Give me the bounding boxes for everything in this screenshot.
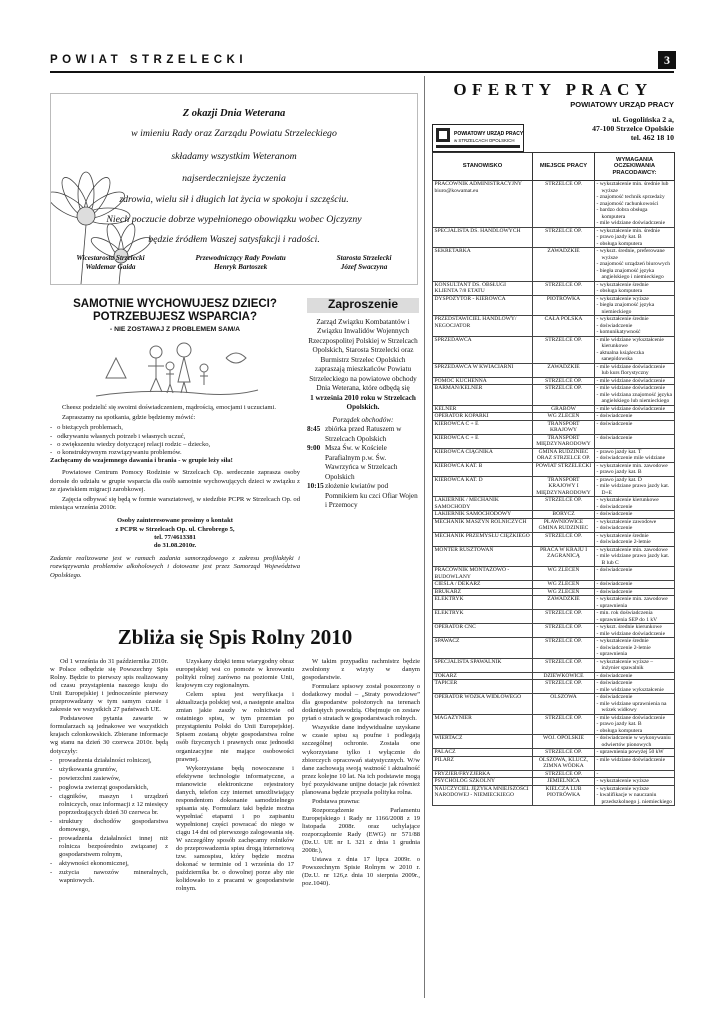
svg-text:POWIATOWY URZĄD PRACY: POWIATOWY URZĄD PRACY (454, 131, 524, 137)
requirement: - uprawnienia powyżej 50 kW (596, 749, 664, 755)
job-location: STRZELCE OP. (533, 658, 595, 672)
job-requirements (595, 227, 675, 248)
column-header: MIEJSCE PRACY (533, 153, 595, 181)
requirement: - wykształcenie średnie (596, 316, 649, 322)
job-offers-table (432, 152, 675, 806)
requirement: - doświadczenie (596, 322, 633, 329)
greeting-line: najserdeczniejsze życzenia (182, 173, 286, 184)
job-requirements (595, 511, 675, 519)
requirement: - mile widziane doświadczenie (596, 385, 666, 391)
paragraph: - powierzchni zasiewów, (50, 775, 168, 783)
requirement: - obsługa komputera (596, 240, 643, 247)
requirement: - wykształcenie wyższe (596, 295, 649, 302)
paragraph: - struktury dochodów gospodarstwa domowego, (50, 818, 168, 834)
invitation-date: 1 września 2010 roku w Strzelcach Opolskich. (310, 393, 416, 411)
job-title: PILARZ (433, 756, 533, 770)
job-title: TAPICER (433, 680, 533, 694)
svg-text:w STRZELCACH OPOLSKICH: w STRZELCACH OPOLSKICH (454, 138, 515, 143)
signatures (51, 254, 417, 272)
job-row (433, 785, 675, 806)
job-row (433, 462, 675, 476)
greeting-line: w imieniu Rady oraz Zarządu Powiatu Strzeleckiego (131, 128, 337, 139)
job-location: ZAWADZKIE (533, 596, 595, 610)
job-requirements (595, 385, 675, 406)
job-title: MECHANIK PRZEMYSŁU CIĘŻKIEGO (433, 532, 533, 546)
family-drawing-image (86, 338, 266, 400)
job-title: DYSPOZYTOR - KIEROWCA (433, 295, 533, 316)
job-requirements (595, 546, 675, 567)
requirement: - wykształcenie średnie (596, 281, 649, 288)
requirement: - (596, 770, 599, 777)
job-requirements (595, 658, 675, 672)
requirement: - mile widziane prawo jazdy kat. D+E (596, 483, 670, 496)
greeting-title: Z okazji Dnia Weterana (182, 108, 286, 119)
requirement: - doświadczenie (596, 503, 633, 510)
requirement: - doświadczenie (596, 588, 633, 595)
job-row (433, 385, 675, 406)
job-title: MONTER RUSZTOWAŃ (433, 546, 533, 567)
job-location: STRZELCE OP. (533, 385, 595, 406)
job-location: TRANSPORT KRAJOWY (533, 420, 595, 434)
job-title: SPRZEDAWCA (433, 336, 533, 363)
requirement: - wykształcenie min. zawodowe (596, 462, 668, 469)
job-row (433, 680, 675, 694)
requirement: - mile widziane prawo jazdy kat. B lub C (596, 553, 670, 566)
job-title: MAGAZYNIER (433, 714, 533, 735)
job-location: PŁAWNIOWICE GMINA RUDZINIEC (533, 518, 595, 532)
job-row (433, 546, 675, 567)
job-location: STRZELCE OP. (533, 497, 595, 511)
job-title: KIEROWCA C + E (433, 434, 533, 448)
job-requirements (595, 316, 675, 337)
requirement: - doświadczenie (596, 672, 633, 679)
job-title: LAKIERNIK SAMOCHODOWY (433, 511, 533, 519)
requirement: - mile widziane doświadczenie (596, 405, 666, 412)
job-location: STRZELCE OP. (533, 638, 595, 659)
requirement: - doświadczenie 2-letnie (596, 644, 651, 651)
requirement: - mile widziane wykształcenie kierunkowe (596, 336, 664, 349)
job-row (433, 295, 675, 316)
job-location: WG ZLECEŃ (533, 588, 595, 596)
job-row (433, 610, 675, 624)
header-rule (50, 71, 674, 73)
requirement: - mile widziana znajomość języka angielskiego lub niemieckiego (596, 391, 672, 404)
job-row (433, 672, 675, 680)
job-location: STRZELCE OP. (533, 181, 595, 228)
job-location: ZAWADZKIE (533, 363, 595, 377)
job-location: JEMIELNICA (533, 778, 595, 786)
office-address: ul. Gogolińska 2 a, 47-100 Strzelce Opolskie tel. 462 18 10 (592, 115, 674, 142)
requirement: - mile widziane doświadczenie (596, 220, 666, 226)
requirement: - mile widziane doświadczenie (596, 756, 666, 763)
requirement: - doświadczenie (596, 413, 633, 419)
job-row (433, 596, 675, 610)
job-row (433, 336, 675, 363)
job-requirements (595, 694, 675, 715)
job-requirements (595, 610, 675, 624)
job-row (433, 638, 675, 659)
job-location: STRZELCE OP. (533, 714, 595, 735)
job-location: PIOTRÓWKA (533, 295, 595, 316)
job-requirements (595, 778, 675, 786)
page-header (50, 54, 674, 70)
job-title: OPERATOR CNC (433, 624, 533, 638)
job-title: SEKRETARKA (433, 248, 533, 282)
job-row (433, 363, 675, 377)
job-title: LAKIERNIK / MECHANIK SAMOCHODY (433, 497, 533, 511)
job-requirements (595, 749, 675, 757)
page-number: 3 (658, 51, 676, 69)
requirement: - uprawnienia (596, 602, 628, 609)
requirement: - znajomość urządzeń biurowych (596, 261, 670, 267)
job-row (433, 248, 675, 282)
requirement: - doświadczenie (596, 680, 633, 686)
job-row (433, 694, 675, 715)
requirement: - doświadczenie (596, 581, 633, 587)
requirement: - doświadczenie (596, 434, 633, 441)
job-requirements (595, 448, 675, 462)
job-location: STRZELCE OP. (533, 281, 595, 295)
requirement: - mile widziane doświadczenie (596, 377, 666, 384)
requirement: - prawo jazdy kat. B (596, 721, 642, 727)
requirement: - mile widziane uprawnienia na wózek widłowy (596, 700, 667, 713)
job-requirements (595, 785, 675, 806)
job-location: OLSZOWA, KLUCZ, ZIMNA WÓDKA (533, 756, 595, 770)
job-location: BORYCZ (533, 511, 595, 519)
job-requirements (595, 638, 675, 659)
requirement: - mile widziane wykształcenie (596, 686, 664, 693)
paragraph: - prowadzenia działalności rolniczej, (50, 757, 168, 765)
job-requirements (595, 532, 675, 546)
job-title: CIEŚLA / DEKARZ (433, 581, 533, 589)
job-requirements (595, 248, 675, 282)
job-title: SPRZEDAWCA W KWIACIARNI (433, 363, 533, 377)
job-row (433, 316, 675, 337)
job-location: STRZELCE OP. (533, 680, 595, 694)
job-requirements (595, 497, 675, 511)
job-title: PSYCHOLOG SZKOLNY (433, 778, 533, 786)
job-location: GRABÓW (533, 405, 595, 413)
job-title: PALACZ (433, 749, 533, 757)
paragraph: - aktywności ekonomicznej, (50, 860, 168, 868)
job-title: POMOC KUCHENNA (433, 377, 533, 385)
requirement: - doświadczenie 2-letnie (596, 539, 651, 545)
job-location: WOJ. OPOLSKIE (533, 735, 595, 749)
requirement: - kwalifikacje w nauczaniu przedszkolnego j. niemieckiego (596, 792, 672, 805)
job-requirements (595, 518, 675, 532)
paragraph: - pogłowia zwierząt gospodarskich, (50, 784, 168, 792)
job-row (433, 658, 675, 672)
single-parent-article (50, 298, 300, 628)
requirement: - wykszt. średnie, preferowane wyższe (596, 248, 665, 261)
job-row (433, 511, 675, 519)
job-requirements (595, 770, 675, 778)
requirement: - prawo jazdy kat. T (596, 448, 642, 455)
requirement: - wykształcenie wyższe (596, 785, 649, 792)
paragraph: Podstawowe pytania zawarte w formularzach są jednakowe we wszystkich krajach członkowskich. Zbierane informacje wg stanu na dzień 30 czerwca 2010r. będą dotyczyły: (50, 715, 168, 755)
greeting-line: Niech poczucie dobrze wypełnionego obowiązku wobec Ojczyzny (106, 214, 362, 225)
section-title: POWIAT STRZELECKI (50, 54, 248, 66)
requirement: - prawo jazdy kat. D (596, 476, 642, 483)
job-requirements (595, 336, 675, 363)
requirement: - mile widziane doświadczenie lub kurs florystyczny (596, 363, 666, 376)
job-requirements (595, 756, 675, 770)
job-location: ZAWADZKIE (533, 248, 595, 282)
job-row (433, 770, 675, 778)
requirement: - doświadczenie w wykonywaniu odwiertów pionowych (596, 735, 671, 748)
job-requirements (595, 588, 675, 596)
article-column (302, 658, 420, 978)
job-row (433, 714, 675, 735)
article-subtitle: - NIE ZOSTAWAJ Z PROBLEMEM SAM/A (109, 326, 241, 334)
job-title: KONSULTANT DS. OBSŁUGI KLIENTA 7/8 ETATU (433, 281, 533, 295)
signature: Wicestarosta Strzelecki Waldemar Gaida (76, 254, 145, 271)
job-row (433, 735, 675, 749)
census-article (50, 658, 420, 978)
job-requirements (595, 405, 675, 413)
paragraph: W takim przypadku rachmistrz będzie zwolniony z wizyty w danym gospodarstwie. (302, 658, 420, 682)
job-title: MECHANIK MASZYN ROLNICZYCH (433, 518, 533, 532)
job-location: STRZELCE OP. (533, 749, 595, 757)
job-row (433, 181, 675, 228)
program: Porządek obchodów: 8:45 zbiórka przed Ratuszem w Strzelcach Opolskich 9:00 Msza Św. w Kościele Parafialnym p.w. Św. Wawrzyńca w Strzelcach Opolskich 10:15 złożenie kwiatów pod Pomnikiem ku czci Ofiar Wojen i Przemocy (307, 415, 418, 509)
paragraph: - użytkowania gruntów, (50, 766, 168, 774)
signature: Przewodniczący Rady Powiatu Henryk Bartoszek (195, 254, 286, 271)
job-requirements (595, 434, 675, 448)
requirement: - aktualna książeczka sanepidowska (596, 349, 644, 362)
requirement: - biegła znajomość języka angielskiego i niemieckiego (596, 267, 664, 280)
job-row (433, 497, 675, 511)
job-row (433, 518, 675, 532)
job-title: FRYZJER/FRYZJERKA (433, 770, 533, 778)
job-requirements (595, 735, 675, 749)
requirement: - prawo jazdy kat. B (596, 234, 642, 240)
paragraph: Wykorzystane będą nowoczesne i efektywne technologie informatyczne, a mianowicie elektroniczne rejestratory danych, telefon czy internet umożliwiający respondentom dokonanie samodzielnego spisania się. Formularz taki będzie można wypełniać etapami i po zapisaniu wypełnionej części powracać do niego w ciągu 14 dni od pierwszego zalogowania się. W szczególny sposób zachęcamy rolników do przeprowadzenia spisu drogą internetową tzw. samospisu, który będzie można dokonać w terminie od 1 września do 17 października br. o dowolnej porze aby nie kolidowało to z pracami w gospodarstwie rolnym. (176, 764, 294, 893)
job-title: WIERTACZ (433, 735, 533, 749)
invitation-body: Zarząd Związku Kombatantów i Związku Inwalidów Wojennych Rzeczpospolitej Polskiej w Strzelcach Opolskich, Starosta Strzelecki oraz Burmistrz Strzelec Opolskich zapraszają mieszkańców Powiatu Strzeleckiego na powiatowe obchody Dnia Weterana, które odbędą się (308, 317, 418, 392)
requirement: - biegła znajomość języka niemieckiego (596, 302, 655, 315)
job-title: NAUCZYCIEL JĘZYKA MNIEJSZOŚCI NARODOWEJ - NIEMIECKIEGO (433, 785, 533, 806)
paragraph: - prowadzenia działalności innej niż rolnicza bezpośrednio związanej z gospodarstwem rolnym, (50, 835, 168, 859)
requirement: - doświadczenie (596, 511, 633, 517)
job-title: ELEKTRYK (433, 610, 533, 624)
job-location: WG ZLECEŃ (533, 413, 595, 421)
paragraph: Wszystkie dane indywidualne uzyskane w czasie spisu są poufne i podlegają szczególnej ochronie. Została one wykorzystane tylko i wyłącznie do zbiorczych opracowań statystycznych. W/w dane zachowają swoją ważność i aktualność przez kolejne 10 lat. Na ich podstawie mogą być pozyskiwane unijne dotacje jak również planowana będzie przyszła polityka rolna. (302, 724, 420, 796)
job-row (433, 448, 675, 462)
job-location: PRACA W KRAJU I ZAGRANICĄ (533, 546, 595, 567)
job-title: KIEROWCA KAT. D (433, 476, 533, 497)
job-location: KIELCZA LUB PIOTRÓWKA (533, 785, 595, 806)
job-offers-title: OFERTY PRACY (453, 80, 653, 99)
requirement: - bardzo dobra obsługa komputera (596, 207, 648, 220)
greeting-line: zdrowia, wielu sił i długich lat życia w spokoju i szczęściu. (119, 194, 349, 205)
greeting-line: będzie źródłem Waszej satysfakcji i radości. (148, 234, 320, 245)
job-title: PRZEDSTAWICIEL HANDLOWY/ NEGOCJATOR (433, 316, 533, 337)
requirement: - komunikatywność (596, 329, 641, 335)
job-title: KIEROWCA CIĄGNIKA (433, 448, 533, 462)
job-title: BRUKARZ (433, 588, 533, 596)
requirement: - wykształcenie min. zawodowe (596, 596, 668, 602)
job-requirements (595, 462, 675, 476)
requirement: - wykszt. średnie kierunkowe (596, 624, 662, 630)
requirement: - wykształcenie min. średnie (596, 227, 660, 234)
job-requirements (595, 363, 675, 377)
requirement: - uprawnienia SEP do 1 kV (596, 616, 658, 623)
paragraph: - zużycia nawozów mineralnych, wapniowych. (50, 869, 168, 885)
requirement: - wykształcenie średnie (596, 638, 649, 644)
requirement: - wykształcenie wyższe (596, 778, 649, 784)
job-location: DZIEWKOWICE (533, 672, 595, 680)
job-row (433, 567, 675, 581)
article-body: Cheesz podzielić się swoimi doświadczeniem, mądrością, emocjami i uczuciami. Zapraszamy na spotkania, gdzie będziemy mówić: - o bieżących problemach, - odkrywaniu własnych potrzeb i własnych uczuć, - o zwiększeniu wiedzy dotyczącej relacji rodzic – dziecko, - o konstruktywnym rozwiązywaniu problemów. Zachęcamy do wzajemnego dawania i brania - w grupie leży siła! Powiatowe Centrum Pomocy Rodzinie w Strzelcach Op. serdecznie zaprasza osoby dorosłe do udziału w grupie wsparcia dla osób samotnie wychowujących dzieci w związku z ze zjawiskiem migracji zarobkowej. Zajęcia odbywać się będą w formie warsztatowej, w siedzibie PCPR w Strzelcach Op. od miesiąca września 2010r. Osoby zainteresowane prosimy o kontakt z PCPR w Strzelcach Op. ul. Chrobrego 5, tel. 77/4613381 do 31.08.2010r. Zadanie realizowane jest w ramach zadania samorządowego z zakresu profilaktyki i rozwiązywania problemów alkoholowych i dotowane jest przez Samorząd Województwa Opolskiego. (50, 404, 300, 579)
paragraph: Celem spisu jest weryfikacja i aktualizacja polskiej wsi, a następnie analiza zmian jakie zaszły w rolnictwie od ostatniego spisu, w tym przemian po przystąpieniu Polski do Unii Europejskiej. Spisem zostaną objęte gospodarstwa rolne osób fizycznych i prawnych oraz jednostki organizacyjne nie mające osobowości prawnej. (176, 691, 294, 763)
job-row (433, 281, 675, 295)
paragraph: Podstawa prawna: (312, 797, 360, 805)
requirement: - doświadczenie (596, 567, 633, 573)
requirement: - uprawnienia (596, 651, 628, 657)
job-row (433, 778, 675, 786)
job-row (433, 405, 675, 413)
paragraph: Ustawa z dnia 17 lipca 2009r. o Powszechnym Spisie Rolnym w 2010 r. (Dz.U. nr 126,z dnia 10 sierpnia 2009r., poz.1040). (302, 856, 420, 888)
veteran-greeting (50, 93, 418, 285)
requirement: - wykształcenie min. zawodowe (596, 546, 668, 553)
job-requirements (595, 281, 675, 295)
job-requirements (595, 596, 675, 610)
article-column (50, 658, 168, 978)
job-requirements (595, 295, 675, 316)
job-requirements (595, 672, 675, 680)
job-location: STRZELCE OP. (533, 532, 595, 546)
job-location: STRZELCE OP. (533, 770, 595, 778)
job-location: STRZELCE OP. (533, 227, 595, 248)
article-column (176, 658, 294, 978)
job-title: KIEROWCA C + E (433, 420, 533, 434)
paragraph: Formularz spisowy został poszerzony o dodatkowy moduł – „Straty powodziowe” dla gospodarstw położonych na terenach dotkniętych powodzią. Obejmuje on zestaw pytań o stratach w gospodarstwach rolnych. (302, 683, 420, 723)
job-requirements (595, 420, 675, 434)
job-title: BARMAN/KELNER (433, 385, 533, 406)
greeting-line: składamy wszystkim Weteranom (171, 151, 297, 162)
requirement: - mile widziane doświadczenie (596, 630, 666, 637)
job-location: POWIAT STRZELECKI (533, 462, 595, 476)
job-location: TRANSPORT KRAJOWY I MIĘDZYNARODOWY (533, 476, 595, 497)
job-requirements (595, 476, 675, 497)
job-title: SPECJALISTA DS. HANDLOWYCH (433, 227, 533, 248)
job-requirements (595, 714, 675, 735)
job-row (433, 532, 675, 546)
job-title: KIEROWCA KAT. B (433, 462, 533, 476)
requirement: - doświadczenie (596, 420, 633, 427)
job-location: STRZELCE OP. (533, 610, 595, 624)
job-requirements (595, 624, 675, 638)
paragraph: Rozporządzenie Parlamentu Europejskiego i Rady nr 1166/2008 z 19 listopada 2008r. oraz uchylające rozporządzenie Rady (EWG) nr 571/88 (Dz.U. UE nr L 321 z dnia 1 grudnia 2008r.), (302, 806, 420, 855)
job-title: SPECJALISTA SPAWALNIK (433, 658, 533, 672)
requirement: - znajomość technik sprzedaży (596, 194, 665, 200)
requirement: - znajomość rachunkowości (596, 200, 659, 207)
job-row (433, 227, 675, 248)
job-row (433, 749, 675, 757)
job-requirements (595, 581, 675, 589)
labour-office-logo (432, 124, 524, 152)
job-row (433, 377, 675, 385)
job-location: STRZELCE OP. (533, 377, 595, 385)
article-title: SAMOTNIE WYCHOWUJESZ DZIECI? POTRZEBUJESZ WSPARCIA? (73, 298, 277, 324)
column-header: WYMAGANIA OCZEKIWANIA PRACODAWCY: (595, 153, 675, 181)
job-location: CAŁA POLSKA (533, 316, 595, 337)
job-location: GMINA RUDZINIEC ORAZ STRZELCE OP. (533, 448, 595, 462)
requirement: - wykształcenie średnie (596, 532, 649, 539)
job-location: TRANSPORT MIĘDZYNARODOWY (533, 434, 595, 448)
paragraph: Od 1 września do 31 października 2010r. w Polsce odbędzie się Powszechny Spis Rolny. Będzie to pierwszy spis realizowany od czasu przystąpienia naszego kraju do Unii Europejskiej i jednocześnie pierwszy przeprowadzany w tym samym czasie i zakresie we wszystkich 27 państwach UE. (50, 658, 168, 714)
job-location: OLSZOWA (533, 694, 595, 715)
job-location: WG ZLECEŃ (533, 567, 595, 581)
job-row (433, 588, 675, 596)
job-requirements (595, 680, 675, 694)
job-row (433, 581, 675, 589)
job-row (433, 434, 675, 448)
requirement: - wykształcenie min. średnie lub wyższe (596, 181, 669, 194)
job-title: PRACOWNIK MONTAŻOWO - BUDOWLANY (433, 567, 533, 581)
job-row (433, 756, 675, 770)
job-title: OPERATOR KOPARKI (433, 413, 533, 421)
requirement: - obsługa komputera (596, 727, 643, 734)
job-requirements (595, 567, 675, 581)
job-row (433, 624, 675, 638)
requirement: - min. rok doświadczenia (596, 610, 653, 616)
requirement: - wykształcenie wyższe – inżynier spawalnik (596, 658, 654, 671)
requirement: - doświadczenie (596, 525, 633, 531)
job-requirements (595, 377, 675, 385)
column-divider (424, 76, 425, 998)
paragraph: Uzyskany dzięki temu wiarygodny obraz europejskiej wsi co pomoże w kreowaniu polityki rolnej zarówno na poziomie Unii, krajowym czy regionalnym. (176, 658, 294, 690)
office-name: POWIATOWY URZĄD PRACY (570, 100, 674, 109)
job-title: SPAWACZ (433, 638, 533, 659)
requirement: - mile widziane doświadczenie (596, 714, 666, 721)
job-title: TOKARZ (433, 672, 533, 680)
requirement: - wykształcenie zawodowe (596, 518, 657, 525)
invitation (307, 298, 419, 618)
job-title: ELEKTRYK (433, 596, 533, 610)
requirement: - wykształcenie kierunkowe (596, 497, 659, 503)
invitation-title: Zaproszenie (307, 298, 419, 313)
requirement: - prawo jazdy kat. B (596, 469, 642, 475)
requirement: - doświadczenie mile widziane (596, 455, 666, 461)
requirement: - doświadczenie (596, 694, 633, 700)
paragraph: - ciągników, maszyn i urządzeń rolniczych, oraz informacji z 12 miesięcy poprzedzających dzień 30 czerwca br. (50, 793, 168, 817)
job-location: STRZELCE OP. (533, 624, 595, 638)
job-row (433, 420, 675, 434)
job-row (433, 413, 675, 421)
job-title: KELNER (433, 405, 533, 413)
job-title: PRACOWNIK ADMINISTRACYJNY biuro@kowamat.eu (433, 181, 533, 228)
job-requirements (595, 413, 675, 421)
column-header: STANOWISKO (433, 153, 533, 181)
job-location: WG ZLECEŃ (533, 581, 595, 589)
job-location: STRZELCE OP. (533, 336, 595, 363)
job-title: OPERATOR WÓZKA WIDŁOWEGO (433, 694, 533, 715)
signature: Starosta Strzelecki Józef Swaczyna (336, 254, 392, 271)
census-article-title: Zbliża się Spis Rolny 2010 (117, 625, 353, 649)
job-row (433, 476, 675, 497)
requirement: - obsługa komputera (596, 288, 643, 294)
job-requirements (595, 181, 675, 228)
